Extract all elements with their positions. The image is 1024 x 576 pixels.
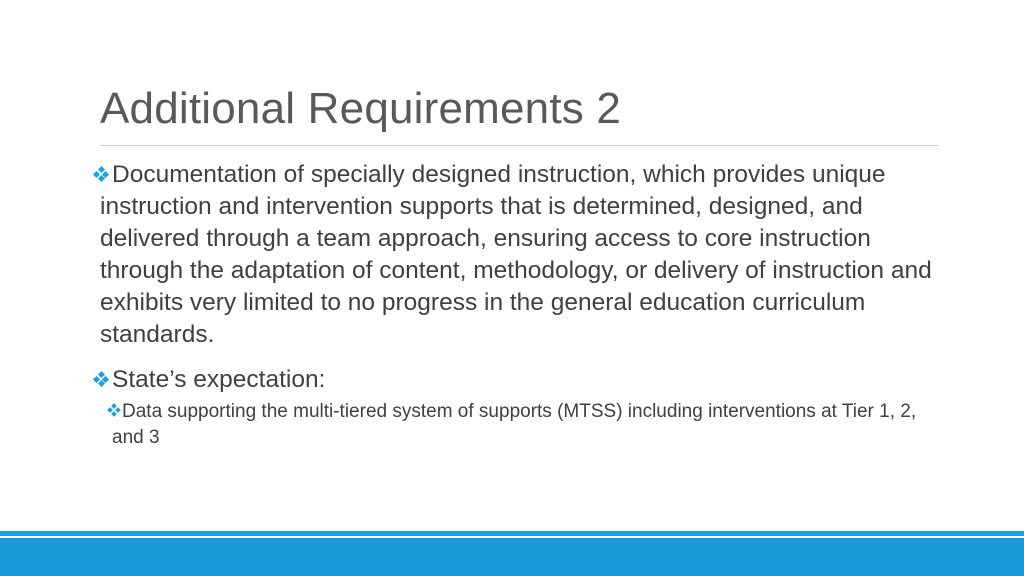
slide-title: Additional Requirements 2 xyxy=(100,84,622,133)
bullet-item-documentation xyxy=(100,158,940,351)
bullet-text: State’s expectation: xyxy=(112,366,326,393)
bullet-text: Documentation of specially designed instruction, which provides unique instruction and intervention supports that is determined, designed, and delivered through a team approach, ensuring access to core instruction through the adaptation of content, methodology, or delivery of instruction and exhibits very limited to no progress in the general education curriculum standards. xyxy=(100,161,932,348)
diamond-cluster-icon xyxy=(94,158,112,190)
slide-content xyxy=(100,158,940,451)
diamond-cluster-icon xyxy=(108,398,122,424)
footer-band xyxy=(0,538,1024,576)
footer-accent-line xyxy=(0,531,1024,536)
title-divider xyxy=(100,145,938,146)
bullet-item-state-expectation xyxy=(100,363,940,396)
sub-bullet-item-mtss xyxy=(112,398,940,451)
sub-bullet-text: Data supporting the multi-tiered system of supports (MTSS) including interventions at Tier 1, 2, and 3 xyxy=(112,401,917,448)
diamond-cluster-icon xyxy=(94,363,112,395)
